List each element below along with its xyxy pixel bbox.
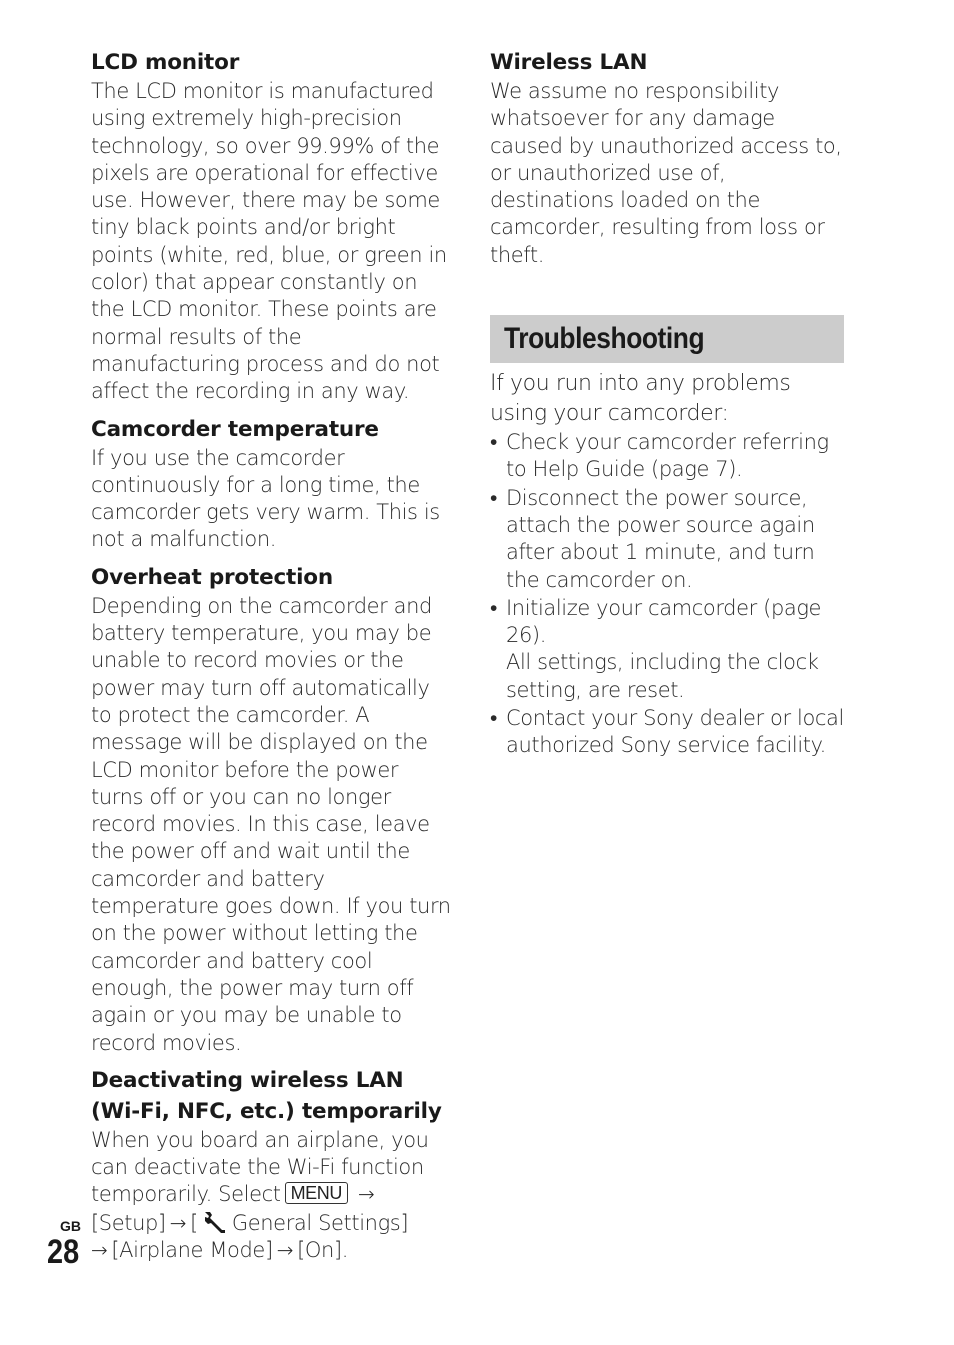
bracket-open: [ xyxy=(190,1210,198,1235)
wrench-icon xyxy=(202,1209,228,1233)
general-settings-menu-item: General Settings] xyxy=(231,1210,409,1235)
deactivating-wireless-text: When you board an airplane, you can deactivate the Wi-Fi function temporarily. Select xyxy=(91,1127,429,1207)
section-camcorder-temperature xyxy=(91,414,451,554)
arrow-icon: → xyxy=(276,1237,294,1262)
camcorder-temperature-body: If you use the camcorder continuously for a long time, the camcorder gets very warm. This is not a malfunction. xyxy=(91,445,440,552)
menu-key-icon: MENU xyxy=(285,1182,348,1204)
bullet-icon: • xyxy=(490,706,497,731)
bullet-icon: • xyxy=(490,485,497,510)
troubleshooting-intro: If you run into any problems using your camcorder: xyxy=(490,371,791,427)
camcorder-temperature-heading: Camcorder temperature xyxy=(91,416,379,442)
overheat-protection-body: Depending on the camcorder and battery temperature, you may be unable to record movies or the power may turn off automatically to protect the camcorder. A message will be displayed on the LCD monitor before the power turns off or you can no longer record movies. In this case, leave the power off and wait until the camcorder and battery temperature goes down. If you turn on the power without letting the camcorder and battery cool enough, the power may turn off again or you may be unable to record movies. xyxy=(91,593,451,1055)
left-column xyxy=(91,47,451,1272)
on-option: [On]. xyxy=(297,1237,348,1262)
bullet-icon: • xyxy=(490,430,497,455)
list-item xyxy=(490,595,846,704)
deactivating-wireless-body xyxy=(91,1127,451,1264)
arrow-icon: → xyxy=(169,1210,187,1235)
wireless-lan-heading: Wireless LAN xyxy=(490,50,648,75)
wireless-lan-body: We assume no responsibility whatsoever for any damage caused by unauthorized access to, or unauthorized use of, destinations loaded on the camcorder, resulting from loss or theft. xyxy=(490,79,842,267)
setup-menu-item: [Setup] xyxy=(91,1210,166,1235)
troubleshooting-list xyxy=(490,429,846,760)
section-overheat-protection xyxy=(91,562,451,1057)
arrow-icon: → xyxy=(357,1182,375,1207)
page-number: 28 xyxy=(47,1233,80,1271)
deactivating-wireless-heading: Deactivating wireless LAN (Wi-Fi, NFC, etc.) temporarily xyxy=(91,1067,442,1124)
list-item xyxy=(490,485,846,594)
troubleshooting-title-bar xyxy=(490,315,844,363)
list-item xyxy=(490,429,846,484)
airplane-mode-menu-item: [Airplane Mode] xyxy=(111,1237,273,1262)
list-item-text: Check your camcorder referring to Help Guide (page 7). xyxy=(506,430,829,482)
troubleshooting-title: Troubleshooting xyxy=(504,322,705,356)
list-item-text: Disconnect the power source, attach the power source again after about 1 minute, and turn the camcorder on. xyxy=(506,485,815,592)
bullet-icon: • xyxy=(490,595,497,620)
arrow-icon: → xyxy=(91,1237,108,1262)
right-column xyxy=(490,47,846,761)
lcd-monitor-heading: LCD monitor xyxy=(91,50,240,75)
section-wireless-lan xyxy=(490,47,846,269)
lcd-monitor-body: The LCD monitor is manufactured using extremely high-precision technology, so over 99.99% of the pixels are operational for effective use. However, there may be some tiny black points and/or bright points (white, red, blue, or green in color) that appear constantly on the LCD monitor. These points are normal results of the manufacturing process and do not affect the recording in any way. xyxy=(91,79,447,404)
list-item-text: Contact your Sony dealer or local authorized Sony service facility. xyxy=(506,706,844,758)
list-item xyxy=(490,705,846,760)
list-item-note: All settings, including the clock setting, are reset. xyxy=(506,650,819,702)
page-language-code: GB xyxy=(60,1218,81,1234)
overheat-protection-heading: Overheat protection xyxy=(91,564,333,590)
section-lcd-monitor xyxy=(91,47,451,406)
section-deactivating-wireless xyxy=(91,1065,451,1264)
list-item-text: Initialize your camcorder (page 26). xyxy=(506,595,822,648)
